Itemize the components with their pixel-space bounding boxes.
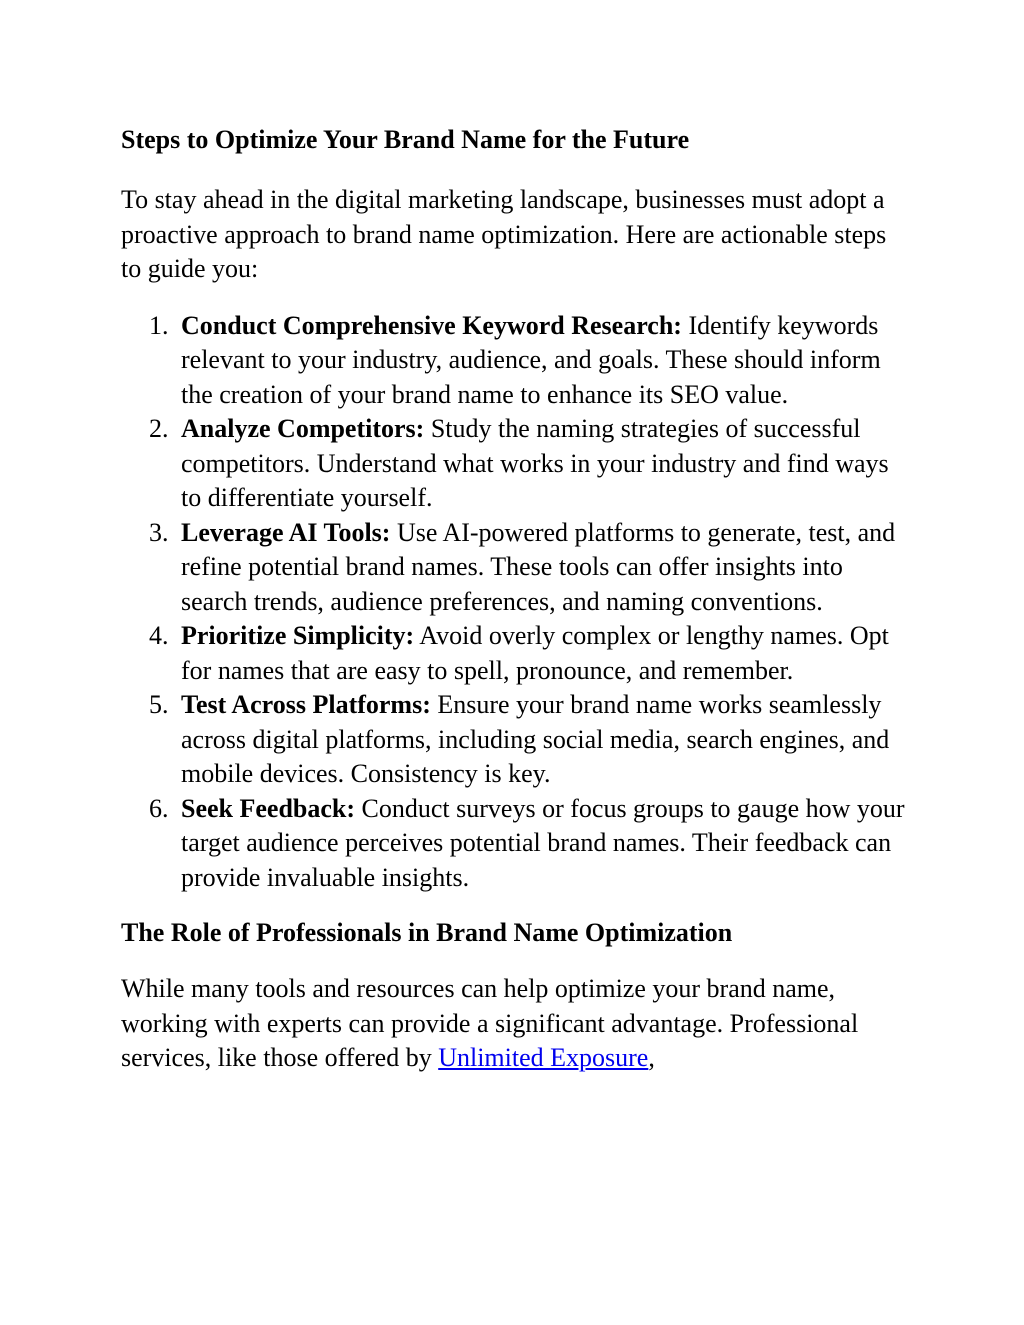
step-text: Use AI-powered platforms to generate, test, and refine potential brand names. These tools can offer insights into search trends, audience preferences, and naming conventions. [181,517,896,616]
step-title: Analyze Competitors: [181,414,425,443]
step-text: Identify keywords relevant to your industry, audience, and goals. These should inform the creation of your brand name to enhance its SEO value. [181,310,881,409]
role-text: While many tools and resources can help optimize your brand name, working with experts can provide a significant advantage. Professional services, like those offered by [121,974,859,1072]
intro-paragraph: To stay ahead in the digital marketing landscape, businesses must adopt a proactive approach to brand name optimization. Here are actionable steps to guide you: [121,185,887,283]
list-item [121,516,911,620]
step-title: Test Across Platforms: [181,690,431,719]
step-text: Ensure your brand name works seamlessly across digital platforms, including social media, search engines, and mobile devices. Consistency is key. [181,690,890,788]
list-item [121,309,911,413]
list-number: 5. [149,690,169,719]
step-title: Seek Feedback: [181,793,356,823]
section-heading-steps: Steps to Optimize Your Brand Name for the Future [121,125,690,154]
role-paragraph [121,972,911,1076]
unlimited-exposure-link[interactable]: Unlimited Exposure [438,1043,649,1072]
step-text: Avoid overly complex or lengthy names. Opt for names that are easy to spell, pronounce, and remember. [181,621,889,685]
list-item [121,619,911,688]
list-number: 6. [149,793,169,823]
steps-list [121,309,911,896]
document-page [121,118,911,1076]
list-number: 3. [149,517,169,547]
step-text: Conduct surveys or focus groups to gauge how your target audience perceives potential brand names. Their feedback can provide invaluable insights. [181,793,905,892]
step-title: Prioritize Simplicity: [181,621,415,650]
step-text: Study the naming strategies of successful competitors. Understand what works in your industry and find ways to differentiate yourself. [181,414,889,512]
list-number: 1. [149,310,169,340]
list-number: 4. [149,621,169,650]
list-item [121,792,911,896]
list-item [121,688,911,792]
list-item [121,412,911,516]
section-heading-role: The Role of Professionals in Brand Name Optimization [121,918,733,947]
role-text-end: , [648,1043,655,1072]
step-title: Leverage AI Tools: [181,517,391,547]
step-title: Conduct Comprehensive Keyword Research: [181,310,682,340]
list-number: 2. [149,414,169,443]
